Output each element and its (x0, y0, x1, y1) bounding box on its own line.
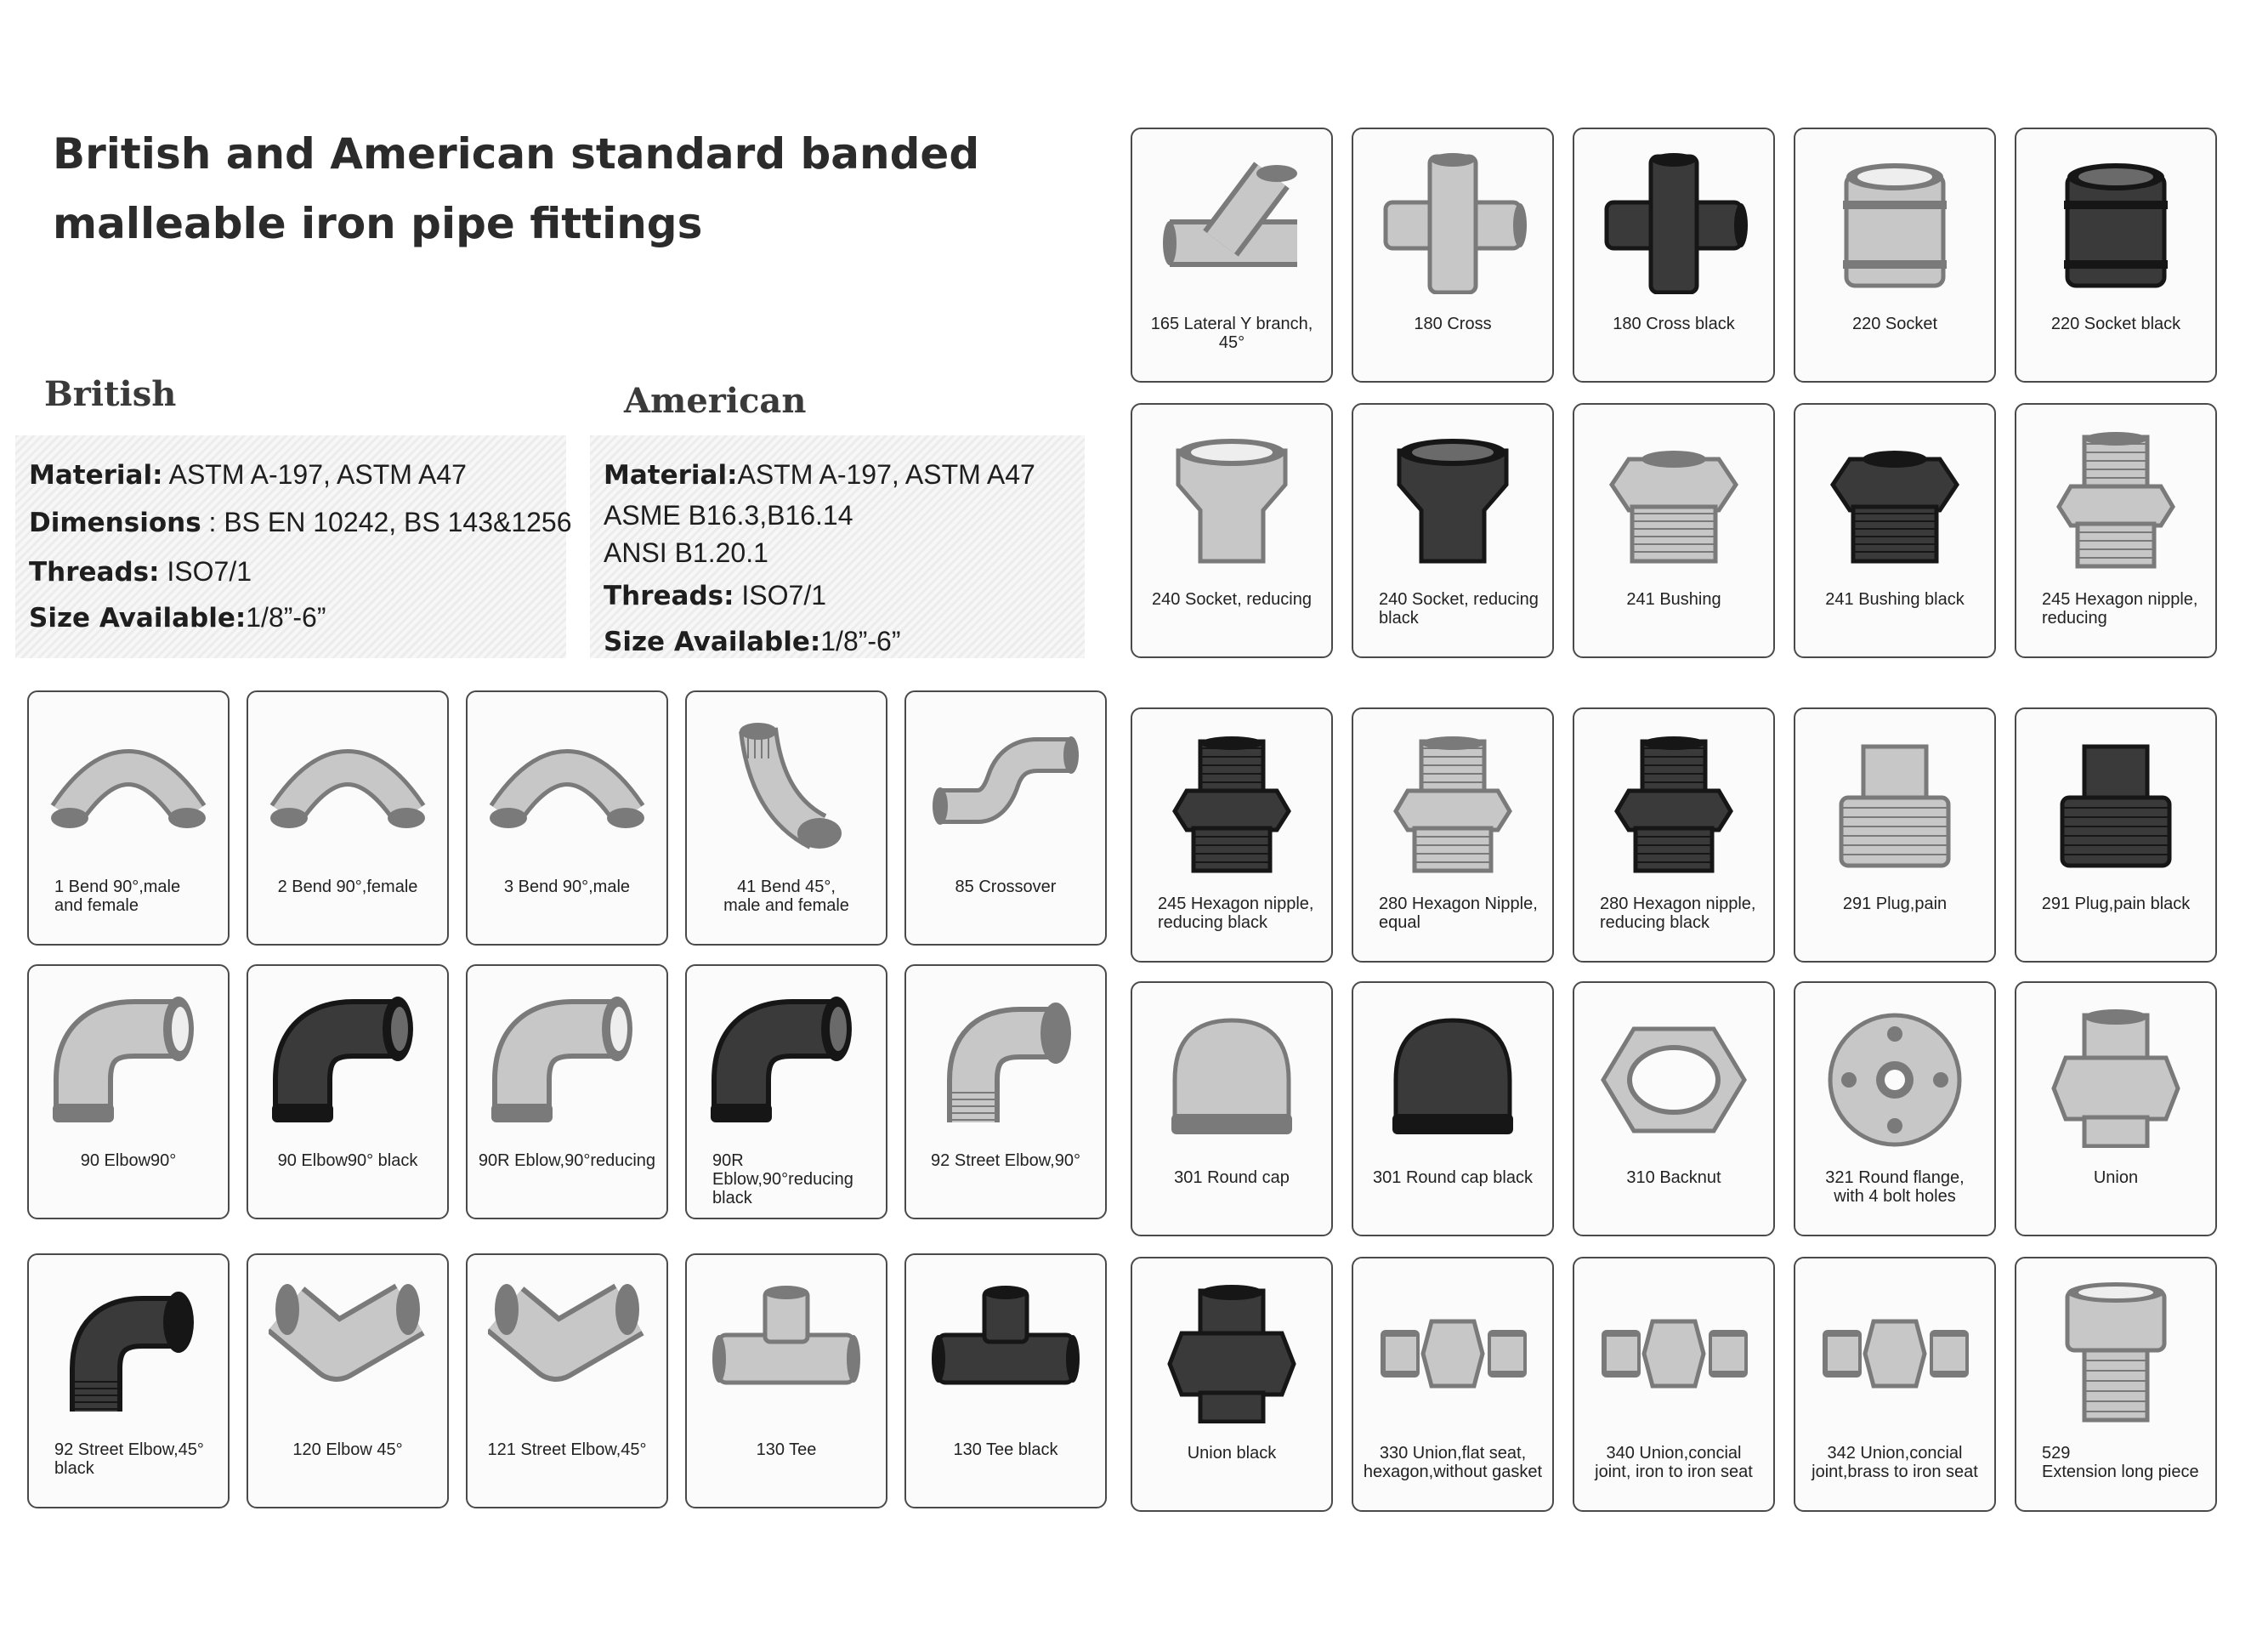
product-card[interactable] (1131, 1257, 1333, 1512)
product-label: 330 Union,flat seat, hexagon,without gasket (1363, 1444, 1543, 1481)
product-label: 3 Bend 90°,male (503, 878, 631, 896)
page-title (53, 119, 979, 258)
product-card[interactable] (685, 1253, 887, 1508)
product-card[interactable] (247, 690, 449, 946)
bend-45-icon (707, 713, 865, 857)
product-label: 240 Socket, reducing (1152, 590, 1312, 609)
product-card[interactable] (1352, 707, 1554, 963)
elbow-45-icon (488, 1275, 646, 1420)
bend-icon (269, 713, 427, 857)
tee-icon (927, 1275, 1085, 1420)
reducing-socket-icon (1153, 425, 1311, 570)
product-label: 291 Plug,pain black (2041, 895, 2191, 913)
elbow-icon (707, 986, 865, 1131)
union-icon (2037, 1003, 2195, 1148)
product-label: 340 Union,concial joint, iron to iron seat (1595, 1444, 1753, 1481)
product-card[interactable] (466, 690, 668, 946)
product-label: 280 Hexagon Nipple, equal (1379, 895, 1538, 932)
cross-icon (1374, 150, 1532, 294)
product-label: 220 Socket (1851, 315, 1938, 333)
product-label: 1 Bend 90°,male and female (54, 878, 181, 915)
british-size: Size Available:1/8”-6” (29, 602, 326, 633)
product-card[interactable] (1794, 1257, 1996, 1512)
product-label: 92 Street Elbow,90° (931, 1151, 1080, 1170)
plug-icon (2037, 730, 2195, 874)
product-label: 301 Round cap black (1373, 1168, 1533, 1187)
american-std-asme: ASME B16.3,B16.14 (604, 500, 853, 531)
product-label: 291 Plug,pain (1842, 895, 1948, 913)
product-label: 130 Tee black (953, 1440, 1058, 1459)
socket-icon (1816, 150, 1974, 294)
union-parts-icon (1374, 1279, 1532, 1423)
british-material: Material: ASTM A-197, ASTM A47 (29, 459, 467, 491)
product-card[interactable] (904, 690, 1107, 946)
product-label: 310 Backnut (1626, 1168, 1721, 1187)
bend-icon (49, 713, 207, 857)
union-parts-icon (1816, 1279, 1974, 1423)
product-label: 165 Lateral Y branch, 45° (1150, 315, 1313, 352)
title-line-1: British and American standard banded (53, 129, 980, 179)
round-cap-icon (1374, 1003, 1532, 1148)
product-card[interactable] (1131, 981, 1333, 1236)
hex-nipple-icon (2037, 425, 2195, 570)
british-dimensions: Dimensions : BS EN 10242, BS 143&1256 (29, 507, 572, 538)
product-card[interactable] (1352, 128, 1554, 383)
hex-nipple-icon (1374, 730, 1532, 874)
product-label: 85 Crossover (955, 878, 1057, 896)
product-card[interactable] (1352, 403, 1554, 658)
product-card[interactable] (27, 690, 230, 946)
product-card[interactable] (1573, 128, 1775, 383)
product-card[interactable] (1131, 128, 1333, 383)
product-card[interactable] (466, 1253, 668, 1508)
product-card[interactable] (466, 964, 668, 1219)
product-label: 41 Bend 45°, male and female (723, 878, 849, 915)
product-label: 90R Eblow,90°reducing black (712, 1151, 853, 1207)
product-card[interactable] (247, 964, 449, 1219)
product-label: 121 Street Elbow,45° (487, 1440, 647, 1459)
product-card[interactable] (1573, 403, 1775, 658)
product-label: 2 Bend 90°,female (277, 878, 418, 896)
american-std-ansi: ANSI B1.20.1 (604, 537, 768, 568)
british-threads: Threads: ISO7/1 (29, 556, 252, 588)
product-card[interactable] (1794, 128, 1996, 383)
elbow-icon (49, 986, 207, 1131)
product-card[interactable] (1794, 707, 1996, 963)
product-label: 245 Hexagon nipple, reducing black (1158, 895, 1314, 932)
product-label: 240 Socket, reducing black (1379, 590, 1539, 628)
product-label: 321 Round flange, with 4 bolt holes (1825, 1168, 1965, 1206)
bushing-icon (1816, 425, 1974, 570)
product-card[interactable] (1573, 707, 1775, 963)
product-label: 90 Elbow90° (80, 1151, 177, 1170)
product-card[interactable] (2015, 1257, 2217, 1512)
street-elbow-icon (927, 986, 1085, 1131)
product-card[interactable] (904, 1253, 1107, 1508)
product-label: 529 Extension long piece (2042, 1444, 2199, 1481)
product-card[interactable] (1352, 981, 1554, 1236)
product-card[interactable] (1573, 981, 1775, 1236)
product-label: 245 Hexagon nipple, reducing (2042, 590, 2198, 628)
product-card[interactable] (27, 1253, 230, 1508)
american-threads: Threads: ISO7/1 (604, 580, 826, 611)
product-label: 120 Elbow 45° (292, 1440, 403, 1459)
product-card[interactable] (1573, 1257, 1775, 1512)
union-icon (1153, 1279, 1311, 1423)
product-card[interactable] (1131, 403, 1333, 658)
product-label: 241 Bushing black (1825, 590, 1965, 609)
british-spec-panel (15, 435, 572, 658)
american-material: Material:ASTM A-197, ASTM A47 (604, 459, 1035, 491)
product-card[interactable] (1131, 707, 1333, 963)
elbow-icon (488, 986, 646, 1131)
tee-icon (707, 1275, 865, 1420)
product-card[interactable] (685, 690, 887, 946)
product-label: 130 Tee (756, 1440, 817, 1459)
product-label: Union black (1187, 1444, 1277, 1463)
plug-icon (1816, 730, 1974, 874)
round-cap-icon (1153, 1003, 1311, 1148)
product-card[interactable] (1794, 981, 1996, 1236)
bushing-icon (1595, 425, 1753, 570)
product-card[interactable] (685, 964, 887, 1219)
product-label: 301 Round cap (1174, 1168, 1290, 1187)
union-parts-icon (1595, 1279, 1753, 1423)
elbow-icon (269, 986, 427, 1131)
product-card[interactable] (2015, 128, 2217, 383)
bend-icon (488, 713, 646, 857)
product-label: 180 Cross (1414, 315, 1492, 333)
elbow-45-icon (269, 1275, 427, 1420)
american-spec-panel (590, 435, 1085, 658)
hex-nipple-icon (1153, 730, 1311, 874)
title-line-2: malleable iron pipe fittings (53, 199, 703, 248)
cross-icon (1595, 150, 1753, 294)
product-label: 92 Street Elbow,45° black (54, 1440, 204, 1478)
american-size: Size Available:1/8”-6” (604, 626, 901, 657)
backnut-icon (1595, 1003, 1753, 1148)
product-label: 280 Hexagon nipple, reducing black (1600, 895, 1756, 932)
product-card[interactable] (1794, 403, 1996, 658)
product-label: 342 Union,concial joint,brass to iron seat (1812, 1444, 1978, 1481)
product-label: 241 Bushing (1626, 590, 1721, 609)
flange-icon (1816, 1003, 1974, 1148)
reducing-socket-icon (1374, 425, 1532, 570)
product-card[interactable] (2015, 707, 2217, 963)
product-label: Union (2093, 1168, 2139, 1187)
lateral-y-icon (1153, 150, 1311, 294)
socket-icon (2037, 150, 2195, 294)
british-heading: British (44, 374, 177, 414)
street-elbow-icon (49, 1275, 207, 1420)
product-label: 90R Eblow,90°reducing (478, 1151, 656, 1170)
extension-icon (2037, 1279, 2195, 1423)
hex-nipple-icon (1595, 730, 1753, 874)
crossover-icon (927, 713, 1085, 857)
product-label: 180 Cross black (1613, 315, 1735, 333)
product-card[interactable] (2015, 403, 2217, 658)
product-card[interactable] (247, 1253, 449, 1508)
product-card[interactable] (2015, 981, 2217, 1236)
american-heading: American (624, 381, 807, 421)
product-card[interactable] (904, 964, 1107, 1219)
product-label: 220 Socket black (2050, 315, 2181, 333)
product-label: 90 Elbow90° black (277, 1151, 418, 1170)
product-card[interactable] (1352, 1257, 1554, 1512)
product-card[interactable] (27, 964, 230, 1219)
